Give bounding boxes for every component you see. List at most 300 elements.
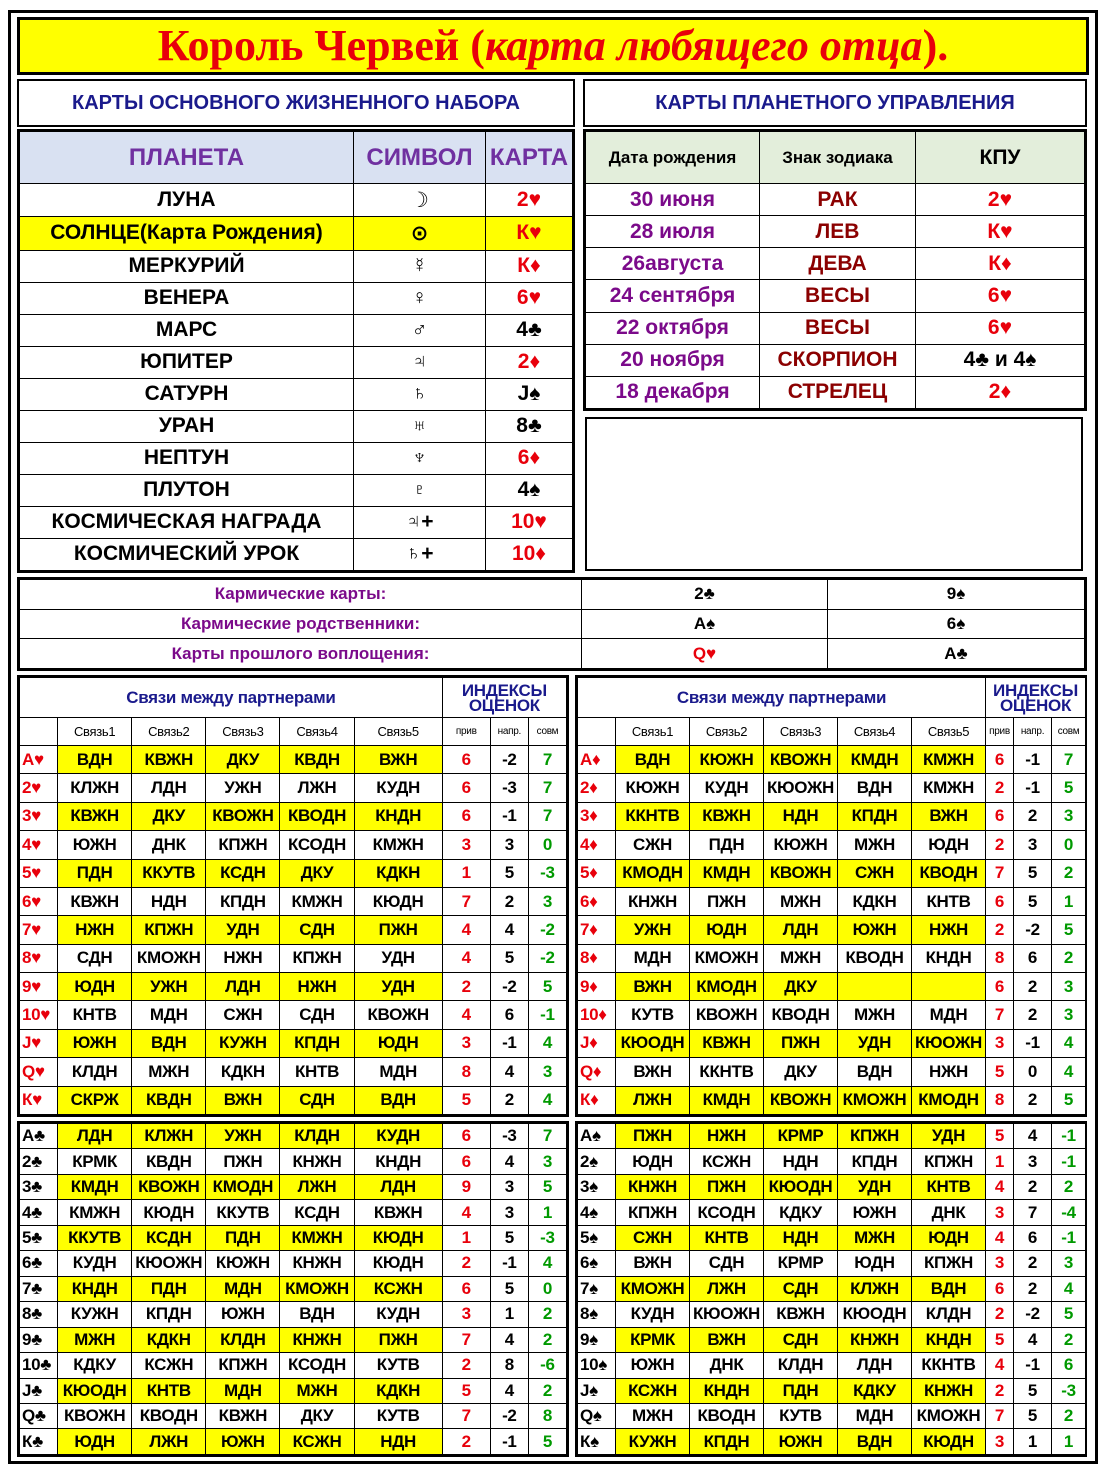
index-compat: 5 [528,1429,566,1455]
planet-symbol: ♂ [354,314,486,346]
planet-row [20,442,573,474]
index-attraction: 6 [442,1149,490,1174]
row-card: 9♦ [578,973,616,1001]
planet-row [20,346,573,378]
connection-4: КСЖН [280,1429,354,1455]
connection-4: ЛДН [838,1353,912,1378]
connection-2: КВДН [132,1086,206,1115]
karmic-card-b: 9♠ [828,580,1085,610]
connection-5: КУТВ [354,1403,442,1428]
connection-4: НЖН [280,973,354,1001]
connection-3: СДН [764,1276,838,1301]
connection-5: ВЖН [912,802,986,830]
subheader-1: Связь1 [616,718,690,746]
subheader-row [578,718,1086,746]
subheader-1: Связь1 [58,718,132,746]
subheader-5: Связь5 [354,718,442,746]
connection-4: ВДН [838,774,912,802]
index-tension: 0 [1014,1058,1052,1086]
connection-2: КВЖН [690,1029,764,1057]
planetary-ruling-header: КАРТЫ ПЛАНЕТНОГО УПРАВЛЕНИЯ [583,79,1087,127]
connection-2: КУДН [690,774,764,802]
row-card: К♠ [578,1429,616,1455]
connection-5: КУДН [354,1124,442,1149]
row-card: 5♣ [20,1225,58,1250]
index-compat: 2 [528,1378,566,1403]
connection-4: КПЖН [280,944,354,972]
connection-2: КСЖН [132,1353,206,1378]
connection-1: КЮЖН [616,774,690,802]
planet-card: 8♣ [486,410,573,442]
connection-5: КДКН [354,1378,442,1403]
connection-3: КСДН [206,859,280,887]
connection-2: КНТВ [132,1378,206,1403]
connection-2: НЖН [690,1124,764,1149]
index-tension: -1 [490,1029,528,1057]
connection-2: ЛДН [132,774,206,802]
row-card: 7♥ [20,916,58,944]
connection-1: КМОДН [616,859,690,887]
connection-2: КВОДН [690,1403,764,1428]
index-attraction: 9 [442,1174,490,1199]
connection-row [578,831,1086,859]
connection-3: ПЖН [764,1029,838,1057]
index-tension: 5 [490,1276,528,1301]
kpu-sign: ЛЕВ [760,216,916,248]
index-compat: -1 [1052,1149,1086,1174]
connection-row [578,1251,1086,1276]
kpu-sign: ВЕСЫ [760,312,916,344]
connection-row [20,1225,567,1250]
connection-5: ЛДН [354,1174,442,1199]
connection-3: ДКУ [206,746,280,774]
connection-4: КЮОДН [838,1302,912,1327]
connection-5: МДН [912,1001,986,1029]
connection-1: ЮЖН [58,1029,132,1057]
index-compat: 2 [528,1302,566,1327]
connections-title-row [578,678,1086,718]
index-attraction: 3 [986,1251,1014,1276]
connection-row [20,1174,567,1199]
connection-3: НЖН [206,944,280,972]
row-card: 4♦ [578,831,616,859]
connection-3: УЖН [206,1124,280,1149]
connection-1: КСЖН [616,1378,690,1403]
connection-2: КВОДН [132,1403,206,1428]
karmic-row [20,580,1085,610]
connection-2: КЮОЖН [690,1302,764,1327]
kpu-sign: СКОРПИОН [760,344,916,376]
connection-5: НЖН [912,1058,986,1086]
planet-name: СОЛНЦЕ(Карта Рождения) [20,217,354,250]
row-card: Q♣ [20,1403,58,1428]
connection-row [578,1149,1086,1174]
connection-2: КСЖН [690,1149,764,1174]
connection-3: КЛДН [764,1353,838,1378]
index-tension: -2 [490,1403,528,1428]
connection-4: КНЖН [280,1327,354,1352]
row-card: 5♠ [578,1225,616,1250]
index-tension: 5 [1014,859,1052,887]
row-card: 8♠ [578,1302,616,1327]
index-compat: 5 [1052,1302,1086,1327]
connection-1: КПЖН [616,1200,690,1225]
connection-2: ВЖН [690,1327,764,1352]
connection-2: МЖН [132,1058,206,1086]
connection-3: ДКУ [764,973,838,1001]
row-card: A♥ [20,746,58,774]
connection-4: СДН [280,916,354,944]
connection-5: КВЖН [354,1200,442,1225]
connection-3: КУЖН [206,1029,280,1057]
index-compat: 5 [1052,916,1086,944]
connection-row [578,1086,1086,1115]
planet-card: 6♦ [486,442,573,474]
row-card: 2♥ [20,774,58,802]
index-tension: -1 [490,1251,528,1276]
connection-2: ДНК [132,831,206,859]
planet-name: НЕПТУН [20,442,354,474]
index-tension: 2 [490,1086,528,1115]
connection-1: КУЖН [616,1429,690,1455]
connection-2: КМОДН [690,973,764,1001]
connection-5: КНДН [912,944,986,972]
connection-3: СЖН [206,1001,280,1029]
planet-card: 10♦ [486,538,573,570]
row-card: 9♠ [578,1327,616,1352]
connection-2: КВДН [132,1149,206,1174]
kpu-row [586,376,1085,408]
connection-2: ЮДН [690,916,764,944]
connection-row [578,973,1086,1001]
index-attraction: 4 [442,1001,490,1029]
connection-2: ПЖН [690,1174,764,1199]
connection-2: КСДН [132,1225,206,1250]
connection-row [578,774,1086,802]
row-card: 2♠ [578,1149,616,1174]
connection-4: КПДН [838,802,912,830]
index-tension: 4 [1014,1124,1052,1149]
connection-row [578,1353,1086,1378]
index-attraction: 6 [986,746,1014,774]
index-attraction: 2 [442,1429,490,1455]
index-tension: 2 [1014,973,1052,1001]
connection-3: ЛДН [206,973,280,1001]
connection-5: КПЖН [912,1149,986,1174]
connection-5: КНДН [354,802,442,830]
kpu-date: 28 июля [586,216,760,248]
connection-3: НДН [764,1149,838,1174]
connection-row [578,1001,1086,1029]
connection-5: ПЖН [354,1327,442,1352]
connection-5: ДНК [912,1200,986,1225]
connection-row [20,1429,567,1455]
connection-4: КПДН [838,1149,912,1174]
index-tension: 2 [490,887,528,915]
karmic-card-b: A♣ [828,639,1085,669]
index-attraction: 3 [986,1029,1014,1057]
connection-2: КВОЖН [690,1001,764,1029]
row-card: 7♠ [578,1276,616,1301]
subheader-5: Связь5 [912,718,986,746]
connection-row [578,746,1086,774]
planet-name: УРАН [20,410,354,442]
index-tension: -1 [1014,1353,1052,1378]
connection-1: ПДН [58,859,132,887]
index-compat: 4 [528,1029,566,1057]
planet-symbol: ♃ [354,346,486,378]
index-tension: -2 [490,973,528,1001]
index-compat: 2 [1052,1174,1086,1199]
index-compat: 2 [528,1327,566,1352]
connection-2: КНДН [690,1378,764,1403]
connection-1: КМЖН [58,1200,132,1225]
connection-3: НДН [764,802,838,830]
subheader-2: Связь2 [132,718,206,746]
index-tension: 5 [490,859,528,887]
kpu-row [586,312,1085,344]
index-compat: 4 [1052,1276,1086,1301]
row-card: К♥ [20,1086,58,1115]
connection-4: ДКУ [280,1403,354,1428]
index-attraction: 3 [442,1029,490,1057]
index-attraction: 7 [442,1403,490,1428]
connection-4: МЖН [280,1378,354,1403]
connection-3: КЮЖН [206,1251,280,1276]
row-card: 6♥ [20,887,58,915]
row-card: 5♦ [578,859,616,887]
connection-row [20,1378,567,1403]
karmic-label: Кармические карты: [20,580,582,610]
connection-5: ВЖН [354,746,442,774]
connection-2: ПЖН [690,887,764,915]
connection-row [578,1429,1086,1455]
connection-5: КНТВ [912,887,986,915]
connection-3: КЮОЖН [764,774,838,802]
planet-card: 6♥ [486,282,573,314]
index-compat: 2 [1052,1403,1086,1428]
connection-3: НДН [764,1225,838,1250]
connection-1: КВЖН [58,887,132,915]
planet-name: ЛУНА [20,184,354,217]
row-card: 4♠ [578,1200,616,1225]
index-attraction: 2 [986,831,1014,859]
index-attraction: 8 [986,1086,1014,1115]
connection-row [20,1001,567,1029]
connection-row [20,1327,567,1352]
kpu-card: 6♥ [916,312,1085,344]
index-tension: 3 [490,831,528,859]
kpu-card: 6♥ [916,280,1085,312]
index-compat: -1 [1052,1124,1086,1149]
row-card: 8♣ [20,1302,58,1327]
connection-5: КВОЖН [354,1001,442,1029]
connection-row [20,1058,567,1086]
connection-4: КПЖН [838,1124,912,1149]
connection-4: УДН [838,1029,912,1057]
connection-4: КЛДН [280,1124,354,1149]
connection-5: КМЖН [354,831,442,859]
index-compat: 7 [1052,746,1086,774]
connection-1: ПЖН [616,1124,690,1149]
connection-3: УДН [206,916,280,944]
connection-3: КВЖН [206,1403,280,1428]
corner-cell [578,718,616,746]
connection-3: КПЖН [206,1353,280,1378]
connection-1: ЮЖН [616,1353,690,1378]
index-attraction: 5 [442,1086,490,1115]
index-tension: 3 [1014,1149,1052,1174]
connection-4: КВОДН [838,944,912,972]
connection-row [578,802,1086,830]
planet-row [20,506,573,538]
index-attraction: 1 [442,859,490,887]
row-card: 9♣ [20,1327,58,1352]
index-compat: 1 [528,1200,566,1225]
index-compat: 7 [528,746,566,774]
kpu-row [586,216,1085,248]
index-compat: -3 [528,859,566,887]
connection-2: КЮЖН [690,746,764,774]
connection-row [20,1276,567,1301]
col-zodiac: Знак зодиака [760,132,916,184]
connection-1: МДН [616,944,690,972]
subheader-6: прив [986,718,1014,746]
connections-clubs [17,1121,569,1457]
index-tension: 2 [1014,802,1052,830]
index-tension: -2 [1014,916,1052,944]
connection-1: КЮОДН [58,1378,132,1403]
connection-row [20,1200,567,1225]
connection-3: МЖН [764,944,838,972]
connection-row [20,973,567,1001]
row-card: A♦ [578,746,616,774]
planet-symbol: ♇ [354,474,486,506]
index-compat: 8 [528,1403,566,1428]
index-tension: 5 [490,944,528,972]
connection-4: МДН [838,1403,912,1428]
col-planet: ПЛАНЕТА [20,132,354,184]
planet-card: К♦ [486,250,573,282]
index-compat: 3 [528,1149,566,1174]
index-tension: 5 [1014,887,1052,915]
connection-row [20,1353,567,1378]
planet-card: 4♣ [486,314,573,346]
planet-symbol: ♄ [354,378,486,410]
index-tension: 6 [1014,944,1052,972]
planet-name: ЮПИТЕР [20,346,354,378]
index-attraction: 6 [442,746,490,774]
connection-4 [838,973,912,1001]
index-attraction: 5 [986,1058,1014,1086]
index-compat: 3 [1052,802,1086,830]
connection-2: ВДН [132,1029,206,1057]
index-tension: -3 [490,1124,528,1149]
index-tension: -2 [490,746,528,774]
index-attraction: 4 [442,1200,490,1225]
connection-4: КВДН [280,746,354,774]
index-attraction: 6 [442,802,490,830]
connection-4: УДН [838,1174,912,1199]
connection-5: КПЖН [912,1251,986,1276]
connection-5: КНДН [912,1327,986,1352]
connection-3: КЛДН [206,1327,280,1352]
connection-2: КПЖН [132,916,206,944]
planet-card: 2♦ [486,346,573,378]
planet-symbol: ♄+ [354,538,486,570]
connection-2: КНТВ [690,1225,764,1250]
karmic-card-a: Q♥ [582,639,828,669]
karmic-card-a: A♠ [582,609,828,639]
row-card: Q♦ [578,1058,616,1086]
connection-4: ВДН [280,1302,354,1327]
row-card: 2♣ [20,1149,58,1174]
connection-row [578,1124,1086,1149]
index-compat: 4 [1052,1029,1086,1057]
connection-1: НЖН [58,916,132,944]
connection-3: КМОДН [206,1174,280,1199]
kpu-date: 20 ноября [586,344,760,376]
subheader-6: прив [442,718,490,746]
planet-name: САТУРН [20,378,354,410]
connection-1: ВДН [616,746,690,774]
connection-5: КМОДН [912,1086,986,1115]
connection-1: СЖН [616,831,690,859]
index-tension: -2 [1014,1302,1052,1327]
connection-5: ККНТВ [912,1353,986,1378]
kpu-card: К♦ [916,248,1085,280]
connection-3: ЛДН [764,916,838,944]
connection-row [578,944,1086,972]
index-compat: 3 [528,887,566,915]
index-compat: 4 [1052,1058,1086,1086]
index-tension: 3 [490,1200,528,1225]
connection-4: КНТВ [280,1058,354,1086]
connection-3: КДКН [206,1058,280,1086]
connection-3: КВОЖН [764,859,838,887]
connection-5: УДН [354,973,442,1001]
connection-row [578,859,1086,887]
connection-4: ЛЖН [280,1174,354,1199]
connection-4: КПДН [280,1029,354,1057]
subheader-4: Связь4 [280,718,354,746]
index-attraction: 4 [442,916,490,944]
connection-2: КДКН [132,1327,206,1352]
connection-4: КСОДН [280,1353,354,1378]
connection-4: КМДН [838,746,912,774]
index-compat: 2 [1052,859,1086,887]
connection-row [578,1327,1086,1352]
index-attraction: 2 [442,973,490,1001]
kpu-date: 24 сентября [586,280,760,312]
connection-4: ВДН [838,1058,912,1086]
index-compat: 5 [1052,1086,1086,1115]
col-card: КАРТА [486,132,573,184]
subheader-8: совм [1052,718,1086,746]
index-tension: 4 [490,1327,528,1352]
connection-4: МЖН [838,1001,912,1029]
connection-3: МДН [206,1276,280,1301]
connection-1: ЮДН [58,973,132,1001]
connection-5: НДН [354,1429,442,1455]
index-attraction: 3 [442,831,490,859]
connection-5: ЮДН [912,831,986,859]
index-compat: 4 [528,1086,566,1115]
connection-4: КСДН [280,1200,354,1225]
connection-1: ККУТВ [58,1225,132,1250]
index-tension: 2 [1014,1276,1052,1301]
index-compat: 7 [528,774,566,802]
